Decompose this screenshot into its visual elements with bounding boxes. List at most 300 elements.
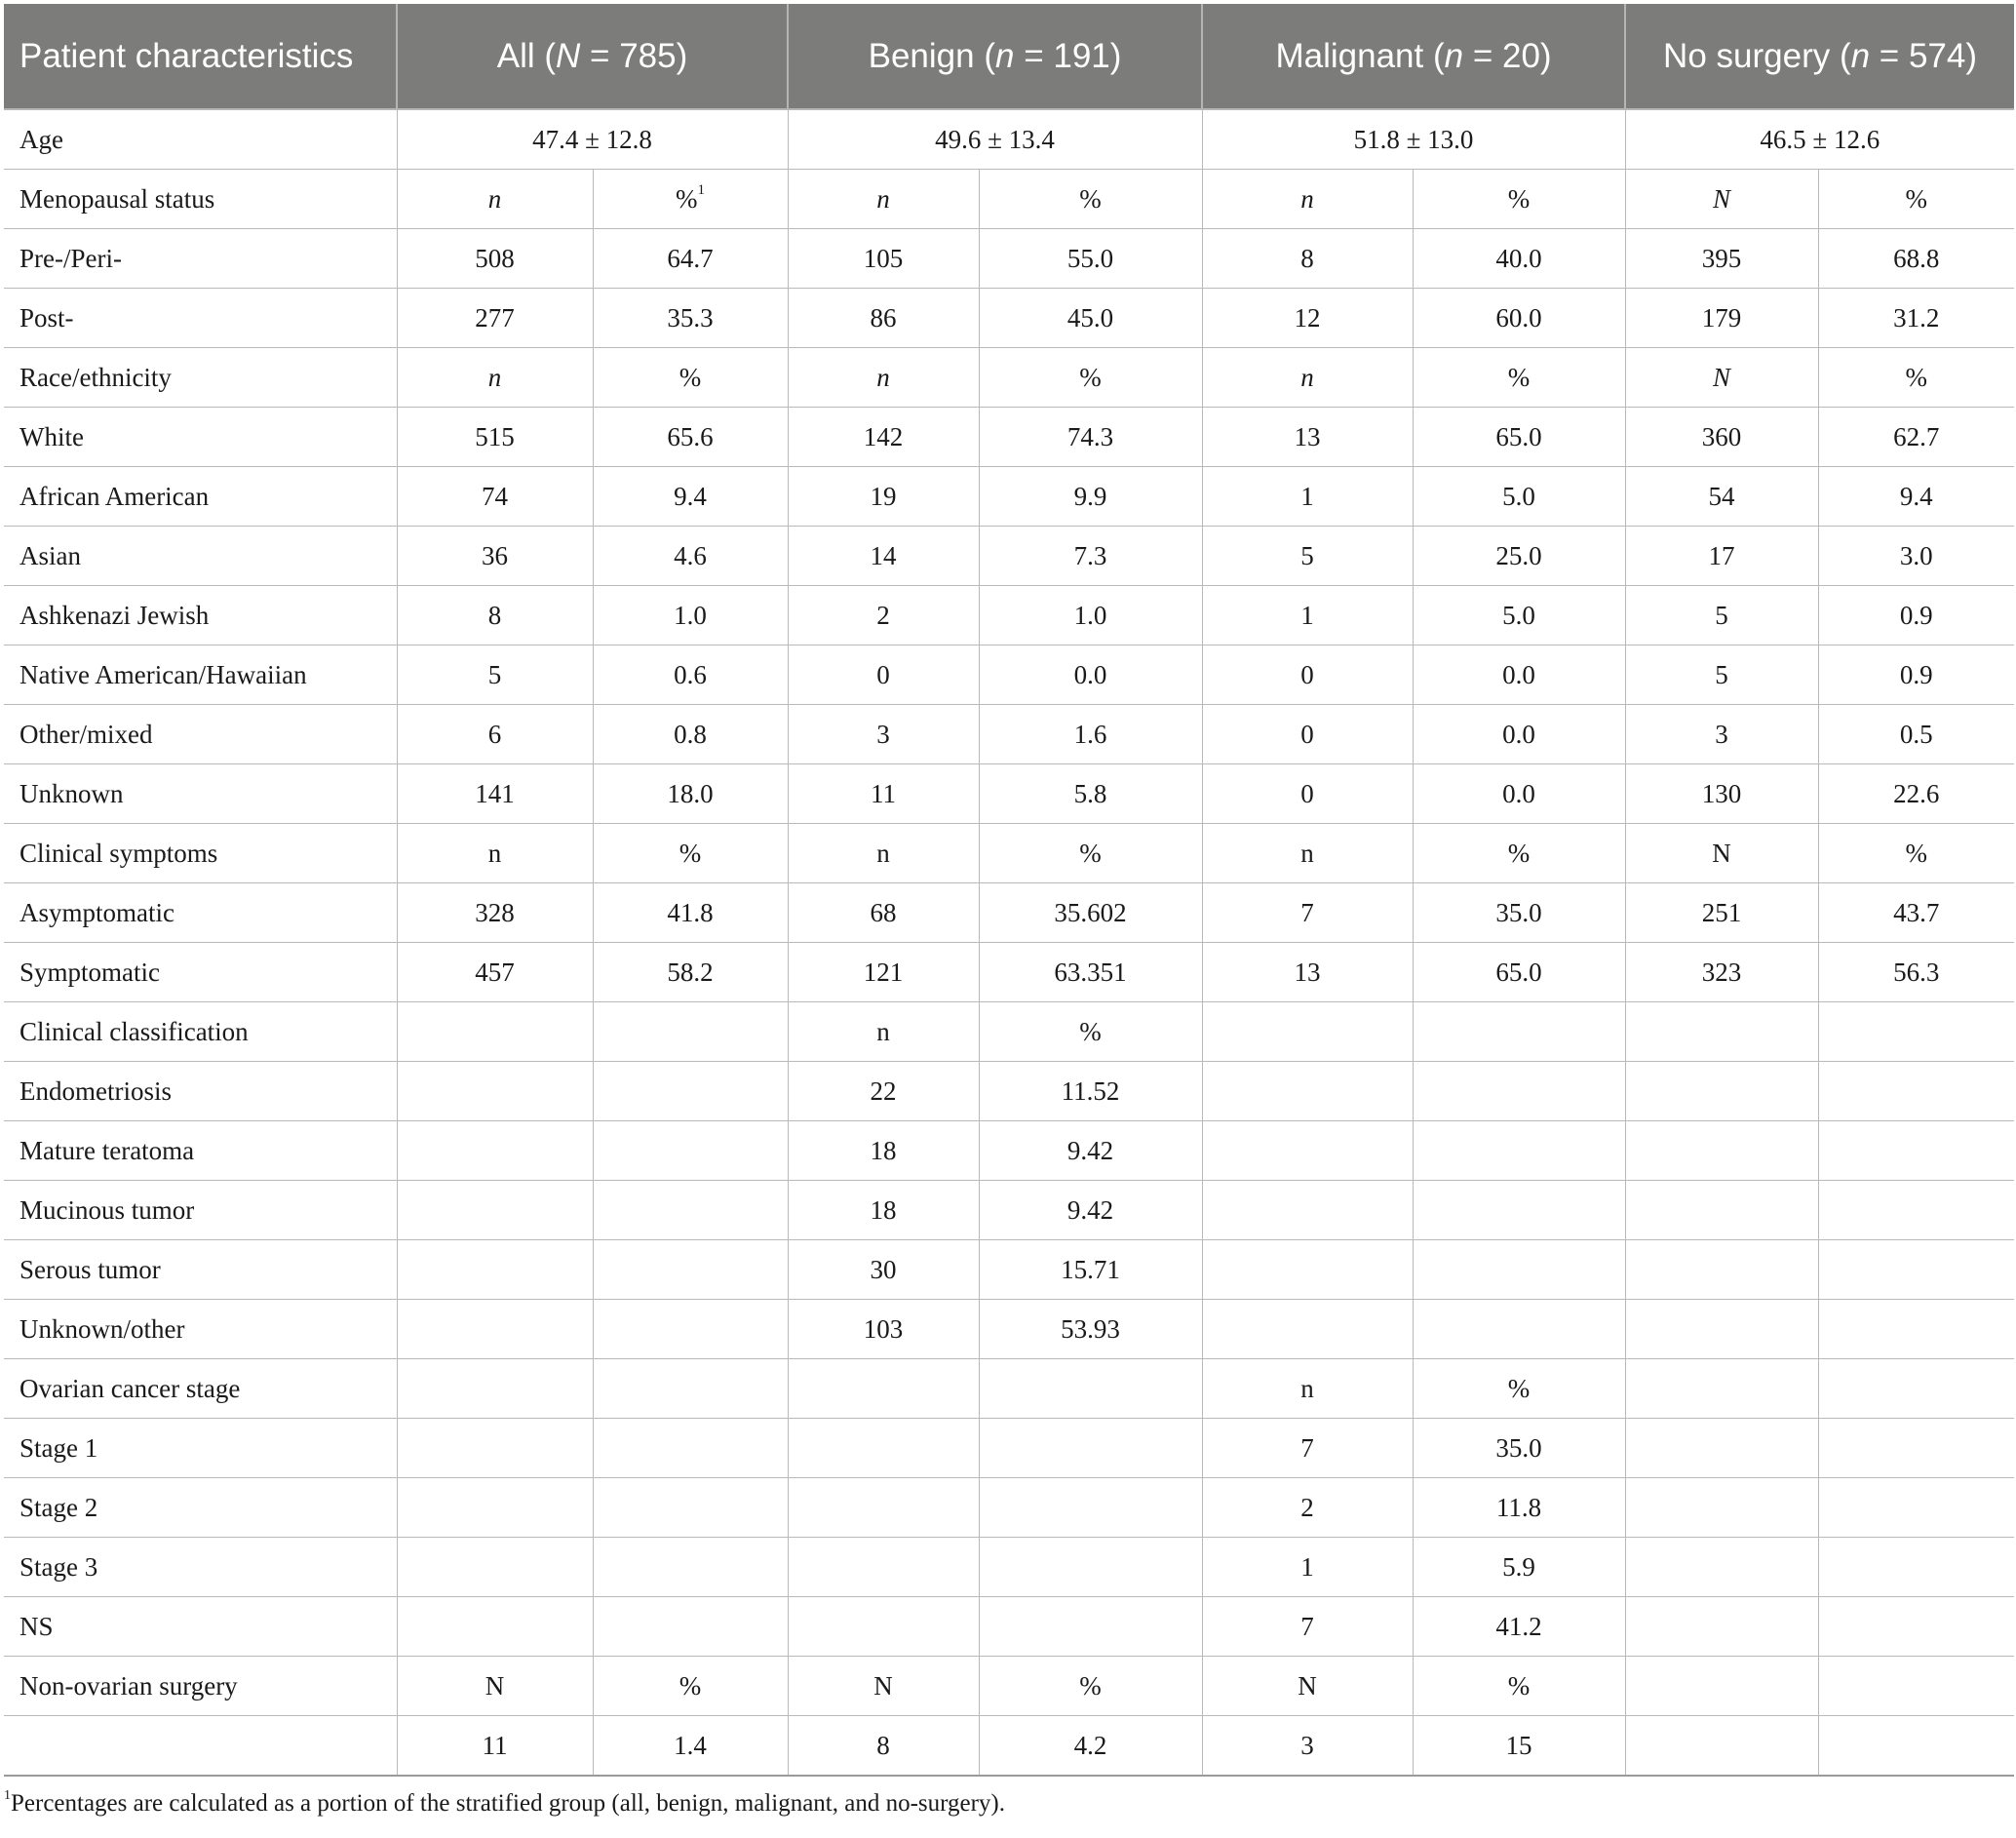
table-cell xyxy=(788,883,979,943)
cell-value: n xyxy=(487,362,502,392)
table-row xyxy=(4,764,2014,824)
table-cell xyxy=(788,1062,979,1121)
cell-value: n xyxy=(876,362,890,392)
table-cell xyxy=(1625,408,1818,467)
table-cell xyxy=(979,705,1202,764)
cell-value: 0.0 xyxy=(1502,778,1535,808)
table-cell xyxy=(593,229,788,289)
table-cell xyxy=(1625,348,1818,408)
cell-value: 1.0 xyxy=(674,600,707,630)
cell-value: 68 xyxy=(870,897,897,927)
table-row xyxy=(4,1716,2014,1777)
table-cell xyxy=(397,824,593,883)
row-label: White xyxy=(4,408,397,467)
cell-value: 74.3 xyxy=(1066,421,1114,451)
table-cell xyxy=(397,1657,593,1716)
table-cell xyxy=(979,467,1202,527)
cell-value: N xyxy=(485,1670,505,1701)
table-cell xyxy=(1625,764,1818,824)
cell-value: 41.2 xyxy=(1495,1611,1542,1641)
cell-value: 18 xyxy=(870,1135,897,1165)
table-cell xyxy=(979,1300,1202,1359)
table-cell xyxy=(1202,883,1413,943)
table-cell xyxy=(788,1181,979,1240)
table-cell xyxy=(1818,764,2014,824)
cell-value: n xyxy=(487,183,502,214)
cell-value: % xyxy=(1905,183,1928,214)
table-cell xyxy=(788,289,979,348)
table-cell xyxy=(1413,883,1625,943)
row-label: Ashkenazi Jewish xyxy=(4,586,397,645)
cell-value: 4.6 xyxy=(674,540,707,570)
table-cell xyxy=(593,467,788,527)
table-cell xyxy=(397,1716,593,1777)
row-label: Unknown xyxy=(4,764,397,824)
table-cell xyxy=(1818,1181,2014,1240)
table-row xyxy=(4,1240,2014,1300)
footnote-text: Percentages are calculated as a portion of the stratified group (all, benign, malignant, and no-surgery). xyxy=(11,1790,1006,1817)
row-label: Unknown/other xyxy=(4,1300,397,1359)
table-cell xyxy=(1818,645,2014,705)
cell-value: 9.4 xyxy=(1899,481,1933,511)
cell-value: 11.52 xyxy=(1061,1075,1120,1106)
table-cell xyxy=(1818,705,2014,764)
table-cell xyxy=(1818,170,2014,229)
table-cell xyxy=(1625,1716,1818,1777)
cell-value: 142 xyxy=(863,421,904,451)
table-cell xyxy=(1413,1538,1625,1597)
table-cell xyxy=(593,883,788,943)
table-cell xyxy=(1202,1300,1413,1359)
table-cell xyxy=(1202,1240,1413,1300)
cell-value: 4.2 xyxy=(1073,1730,1107,1760)
cell-value: 3.0 xyxy=(1899,540,1933,570)
table-row xyxy=(4,824,2014,883)
cell-value: % xyxy=(1507,838,1531,868)
table-cell xyxy=(397,645,593,705)
row-label: Pre-/Peri- xyxy=(4,229,397,289)
table-cell xyxy=(1818,1657,2014,1716)
table-cell xyxy=(788,229,979,289)
row-label: Stage 2 xyxy=(4,1478,397,1538)
table-cell xyxy=(1818,1716,2014,1777)
cell-value: 11 xyxy=(482,1730,508,1760)
table-cell xyxy=(788,348,979,408)
cell-value: 8 xyxy=(487,600,502,630)
cell-value: 130 xyxy=(1701,778,1742,808)
table-cell xyxy=(397,1121,593,1181)
table-row xyxy=(4,467,2014,527)
table-cell xyxy=(397,170,593,229)
table-cell xyxy=(1818,1300,2014,1359)
table-cell xyxy=(397,1062,593,1121)
row-label: Endometriosis xyxy=(4,1062,397,1121)
table-cell xyxy=(979,289,1202,348)
cell-value: 86 xyxy=(870,302,897,332)
cell-value: % xyxy=(1079,838,1102,868)
table-cell xyxy=(1413,824,1625,883)
table-cell xyxy=(979,824,1202,883)
table-cell xyxy=(397,527,593,586)
row-label: Serous tumor xyxy=(4,1240,397,1300)
table-cell xyxy=(397,705,593,764)
table-cell xyxy=(1625,586,1818,645)
row-label: Ovarian cancer stage xyxy=(4,1359,397,1419)
cell-value: % xyxy=(1079,362,1102,392)
cell-value: 0 xyxy=(1300,719,1314,749)
cell-value: N xyxy=(1713,183,1731,214)
cell-value: 105 xyxy=(863,243,904,273)
table-cell xyxy=(397,883,593,943)
table-cell xyxy=(1625,1419,1818,1478)
cell-value: % xyxy=(1079,183,1102,214)
table-row xyxy=(4,1419,2014,1478)
cell-value: 1 xyxy=(1300,481,1314,511)
table-cell xyxy=(397,1419,593,1478)
cell-value: 63.351 xyxy=(1054,957,1127,987)
row-label xyxy=(4,1716,397,1777)
table-cell: 49.6 ± 13.4 xyxy=(788,109,1202,170)
table-cell xyxy=(593,1181,788,1240)
table-cell xyxy=(788,527,979,586)
row-label: Native American/Hawaiian xyxy=(4,645,397,705)
table-cell xyxy=(1625,645,1818,705)
table-cell xyxy=(593,1716,788,1777)
table-cell xyxy=(397,1300,593,1359)
table-cell xyxy=(1413,1597,1625,1657)
cell-value: % xyxy=(1079,1016,1102,1046)
table-cell xyxy=(1202,229,1413,289)
footnote-mark: 1 xyxy=(4,1788,11,1803)
table-cell xyxy=(788,1359,979,1419)
cell-value: 11 xyxy=(871,778,897,808)
table-cell xyxy=(593,408,788,467)
table-cell xyxy=(1818,1419,2014,1478)
table-cell xyxy=(788,824,979,883)
row-label: Stage 3 xyxy=(4,1538,397,1597)
table-cell xyxy=(979,1062,1202,1121)
cell-value: 515 xyxy=(475,421,515,451)
row-label: NS xyxy=(4,1597,397,1657)
table-cell xyxy=(979,1121,1202,1181)
row-label: Symptomatic xyxy=(4,943,397,1002)
table-cell xyxy=(1413,289,1625,348)
cell-value: 31.2 xyxy=(1893,302,1940,332)
cell-value: 395 xyxy=(1701,243,1742,273)
cell-value: 141 xyxy=(475,778,515,808)
cell-value: 323 xyxy=(1701,957,1742,987)
table-cell xyxy=(1818,1359,2014,1419)
table-row xyxy=(4,1657,2014,1716)
cell-value: 277 xyxy=(475,302,515,332)
table-cell xyxy=(1202,408,1413,467)
table-cell xyxy=(1818,1121,2014,1181)
table-row xyxy=(4,408,2014,467)
table-cell xyxy=(397,1478,593,1538)
cell-value: 60.0 xyxy=(1495,302,1542,332)
table-cell xyxy=(1202,1716,1413,1777)
table-cell xyxy=(593,824,788,883)
table-cell xyxy=(1625,170,1818,229)
table-cell xyxy=(979,1240,1202,1300)
cell-value: 5 xyxy=(1715,600,1728,630)
cell-value: 7 xyxy=(1300,1432,1314,1463)
table-cell xyxy=(397,1240,593,1300)
table-cell xyxy=(1818,289,2014,348)
table-cell xyxy=(1818,586,2014,645)
table-cell xyxy=(979,586,1202,645)
cell-value: 0.0 xyxy=(1073,659,1107,689)
table-cell xyxy=(1202,1002,1413,1062)
table-row xyxy=(4,1359,2014,1419)
table-cell xyxy=(979,1657,1202,1716)
table-row xyxy=(4,1062,2014,1121)
table-cell xyxy=(593,705,788,764)
table-cell xyxy=(1202,705,1413,764)
table-cell xyxy=(593,170,788,229)
table-cell xyxy=(979,943,1202,1002)
table-cell xyxy=(1818,824,2014,883)
table-cell xyxy=(593,1538,788,1597)
cell-value: 11.8 xyxy=(1495,1492,1542,1522)
cell-value: 328 xyxy=(475,897,515,927)
table-cell xyxy=(1413,705,1625,764)
cell-value: 103 xyxy=(863,1313,904,1344)
table-cell xyxy=(1818,883,2014,943)
header-malignant: Malignant (n = 20) xyxy=(1202,4,1625,109)
table-cell: 47.4 ± 12.8 xyxy=(397,109,788,170)
cell-value: 65.0 xyxy=(1495,421,1542,451)
cell-value: 68.8 xyxy=(1893,243,1940,273)
cell-value: 2 xyxy=(1300,1492,1314,1522)
cell-value: 13 xyxy=(1294,421,1321,451)
table-cell xyxy=(593,1002,788,1062)
table-cell xyxy=(979,229,1202,289)
table-row-age xyxy=(4,109,2014,170)
table-cell xyxy=(1413,408,1625,467)
table-cell xyxy=(593,1478,788,1538)
table-cell xyxy=(1818,1597,2014,1657)
table-cell xyxy=(1625,824,1818,883)
cell-value: 5.8 xyxy=(1073,778,1107,808)
table-cell xyxy=(1202,1538,1413,1597)
table-cell xyxy=(1413,1181,1625,1240)
cell-value: N xyxy=(1713,362,1731,392)
header-all: All (N = 785) xyxy=(397,4,788,109)
table-row xyxy=(4,527,2014,586)
table-cell xyxy=(397,764,593,824)
row-label: Asian xyxy=(4,527,397,586)
table-cell xyxy=(1413,1121,1625,1181)
row-label: Clinical symptoms xyxy=(4,824,397,883)
cell-value: 0 xyxy=(1300,778,1314,808)
table-cell xyxy=(1413,348,1625,408)
table-cell xyxy=(1202,1359,1413,1419)
table-cell xyxy=(1625,1538,1818,1597)
cell-value: % xyxy=(1507,1373,1531,1403)
cell-value: % xyxy=(678,362,702,392)
cell-value: 0.9 xyxy=(1899,659,1933,689)
cell-value: 15.71 xyxy=(1061,1254,1120,1284)
cell-value: 9.4 xyxy=(674,481,707,511)
table-cell xyxy=(1818,467,2014,527)
table-cell xyxy=(1625,229,1818,289)
table-cell: 51.8 ± 13.0 xyxy=(1202,109,1625,170)
cell-value: 9.42 xyxy=(1066,1194,1114,1225)
header-no-surgery: No surgery (n = 574) xyxy=(1625,4,2014,109)
cell-value: 1.6 xyxy=(1073,719,1107,749)
cell-value: n xyxy=(876,183,890,214)
table-cell xyxy=(788,645,979,705)
table-cell xyxy=(788,1478,979,1538)
cell-value: 36 xyxy=(482,540,508,570)
table-cell xyxy=(397,229,593,289)
table-cell xyxy=(397,1181,593,1240)
table-cell xyxy=(788,1716,979,1777)
table-cell xyxy=(397,289,593,348)
cell-value: n xyxy=(876,1016,890,1046)
cell-value: 22.6 xyxy=(1893,778,1940,808)
table-cell xyxy=(1625,527,1818,586)
table-cell xyxy=(397,1538,593,1597)
table-cell xyxy=(1413,1240,1625,1300)
cell-value: 3 xyxy=(1715,719,1728,749)
table-cell xyxy=(1413,527,1625,586)
cell-value: 62.7 xyxy=(1893,421,1940,451)
table-cell xyxy=(788,1121,979,1181)
table-cell xyxy=(788,1538,979,1597)
table-cell xyxy=(788,586,979,645)
table-cell xyxy=(1202,170,1413,229)
table-cell xyxy=(1202,1478,1413,1538)
cell-value: n xyxy=(487,838,502,868)
table-cell xyxy=(1202,1657,1413,1716)
table-cell xyxy=(1202,1062,1413,1121)
cell-value: 65.6 xyxy=(667,421,714,451)
table-cell xyxy=(1413,467,1625,527)
table-cell xyxy=(397,1359,593,1419)
cell-value: 1 xyxy=(1300,1551,1314,1582)
table-cell xyxy=(1625,1359,1818,1419)
table-row xyxy=(4,289,2014,348)
table-cell xyxy=(1625,1181,1818,1240)
row-label: Mucinous tumor xyxy=(4,1181,397,1240)
header-benign: Benign (n = 191) xyxy=(788,4,1202,109)
cell-value: % xyxy=(1905,838,1928,868)
table-cell xyxy=(1625,705,1818,764)
table-cell xyxy=(593,586,788,645)
table-cell xyxy=(593,943,788,1002)
table-cell xyxy=(1202,1181,1413,1240)
cell-value: 64.7 xyxy=(667,243,714,273)
cell-value: 6 xyxy=(487,719,502,749)
table-cell xyxy=(979,1716,1202,1777)
cell-value: 7.3 xyxy=(1073,540,1107,570)
cell-value: 5 xyxy=(487,659,502,689)
cell-value: N xyxy=(873,1670,893,1701)
cell-value: 508 xyxy=(475,243,515,273)
cell-value: 1.4 xyxy=(674,1730,707,1760)
table-cell xyxy=(1413,645,1625,705)
cell-value: % xyxy=(678,838,702,868)
cell-value: 3 xyxy=(1300,1730,1314,1760)
cell-value: % xyxy=(1507,362,1531,392)
table-cell xyxy=(1202,764,1413,824)
cell-value: 5.0 xyxy=(1502,481,1535,511)
table-cell xyxy=(1625,289,1818,348)
table-cell xyxy=(788,1300,979,1359)
cell-value: 30 xyxy=(870,1254,897,1284)
table-cell xyxy=(1202,467,1413,527)
table-cell xyxy=(979,170,1202,229)
table-cell xyxy=(979,1538,1202,1597)
cell-value: n xyxy=(1300,362,1314,392)
table-header xyxy=(4,4,2014,109)
cell-value: 3 xyxy=(876,719,890,749)
table-cell xyxy=(1818,348,2014,408)
row-label: Other/mixed xyxy=(4,705,397,764)
table-row xyxy=(4,1597,2014,1657)
table-cell xyxy=(1625,1062,1818,1121)
row-label: Non-ovarian surgery xyxy=(4,1657,397,1716)
cell-value: 0 xyxy=(876,659,890,689)
table-cell xyxy=(1818,408,2014,467)
table-cell xyxy=(397,1002,593,1062)
cell-value: 0.5 xyxy=(1899,719,1933,749)
cell-value: 55.0 xyxy=(1066,243,1114,273)
table-cell xyxy=(397,943,593,1002)
table-row xyxy=(4,348,2014,408)
table-row xyxy=(4,1002,2014,1062)
row-label: African American xyxy=(4,467,397,527)
table-cell xyxy=(1202,645,1413,705)
table-cell xyxy=(788,764,979,824)
table-cell xyxy=(979,1597,1202,1657)
cell-value: 54 xyxy=(1708,481,1735,511)
cell-value: 25.0 xyxy=(1495,540,1542,570)
cell-value: % xyxy=(1507,183,1531,214)
cell-value: N xyxy=(1298,1670,1317,1701)
cell-value: 35.0 xyxy=(1495,897,1542,927)
table-cell xyxy=(788,705,979,764)
table-cell xyxy=(1413,943,1625,1002)
table-cell xyxy=(1413,764,1625,824)
table-row xyxy=(4,1121,2014,1181)
cell-value: 0.6 xyxy=(674,659,707,689)
cell-value: 35.0 xyxy=(1495,1432,1542,1463)
table-cell xyxy=(979,645,1202,705)
table-row xyxy=(4,170,2014,229)
table-row xyxy=(4,1478,2014,1538)
table-cell xyxy=(1818,1240,2014,1300)
cell-value: n xyxy=(876,838,890,868)
cell-value: n xyxy=(1300,1373,1314,1403)
cell-value: 18.0 xyxy=(667,778,714,808)
table-cell xyxy=(593,289,788,348)
cell-value: 0.8 xyxy=(674,719,707,749)
cell-value: 53.93 xyxy=(1061,1313,1120,1344)
table-body xyxy=(4,109,2014,1776)
table-cell xyxy=(1625,1002,1818,1062)
table-cell xyxy=(593,348,788,408)
cell-value: n xyxy=(1300,183,1314,214)
table-cell xyxy=(1818,229,2014,289)
cell-value: 1 xyxy=(1300,600,1314,630)
table-cell xyxy=(788,170,979,229)
cell-value: 65.0 xyxy=(1495,957,1542,987)
table-cell xyxy=(397,467,593,527)
table-cell xyxy=(979,348,1202,408)
